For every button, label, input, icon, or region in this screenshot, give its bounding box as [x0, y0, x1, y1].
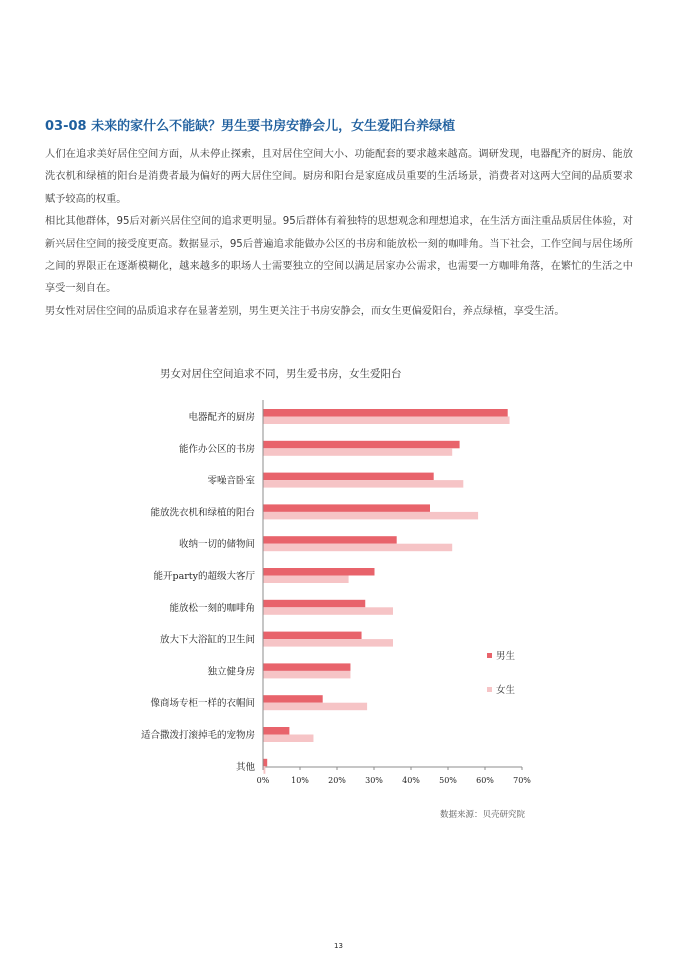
bar-female — [264, 512, 479, 520]
category-label: 独立健身房 — [207, 666, 255, 678]
category-label: 像商场专柜一样的衣帽间 — [150, 698, 255, 710]
section-title: 03-08 未来的家什么不能缺？男生要书房安静会儿，女生爱阳台养绿植 — [45, 119, 456, 134]
x-tick-label: 0% — [256, 776, 270, 785]
legend-label-male: 男生 — [496, 651, 516, 662]
bar-male — [264, 409, 508, 417]
bar-male — [264, 632, 362, 640]
bar-male — [264, 473, 434, 481]
page-number: 13 — [334, 942, 343, 950]
category-label: 适合撒泼打滚掉毛的宠物房 — [140, 730, 255, 741]
x-tick-label: 10% — [291, 776, 309, 785]
bar-male — [264, 695, 323, 703]
bar-female — [264, 671, 351, 679]
legend-swatch-male — [487, 653, 492, 658]
x-tick-label: 40% — [402, 776, 420, 785]
bar-female — [264, 607, 394, 615]
x-tick-label: 20% — [328, 776, 346, 785]
bar-male — [264, 727, 290, 735]
category-label: 收纳一切的储物间 — [178, 539, 255, 551]
bar-female — [264, 448, 453, 456]
category-label: 能开party的超级大客厅 — [153, 571, 255, 582]
x-tick-label: 50% — [439, 776, 457, 785]
category-label: 能作办公区的书房 — [178, 443, 255, 455]
chart-title: 男女对居住空间追求不同，男生爱书房，女生爱阳台 — [160, 368, 402, 380]
x-tick-label: 30% — [365, 776, 383, 785]
legend-label-female: 女生 — [496, 685, 516, 696]
category-label: 电器配齐的厨房 — [188, 412, 255, 423]
category-label: 零噪音卧室 — [207, 475, 255, 487]
bar-female — [264, 544, 453, 552]
x-tick-label: 60% — [476, 776, 494, 785]
paragraph-3: 男女性对居住空间的品质追求存在显著差别，男生更关注于书房安静会，而女生更偏爱阳台，养点绿植，享受生活。 — [45, 305, 565, 317]
category-label: 其他 — [235, 761, 255, 773]
bar-female — [264, 639, 394, 647]
bar-male — [264, 504, 431, 512]
bar-male — [264, 663, 351, 671]
data-source: 数据来源：贝壳研究院 — [440, 810, 526, 820]
category-label: 能放洗衣机和绿植的阳台 — [150, 507, 255, 519]
bar-male — [264, 568, 375, 576]
category-label: 放大下大浴缸的卫生间 — [159, 634, 255, 646]
category-label: 能放松一刻的咖啡角 — [169, 602, 255, 614]
bar-female — [264, 735, 314, 743]
legend-swatch-female — [487, 687, 492, 692]
paragraph-1: 人们在追求美好居住空间方面，从未停止探索，且对居住空间大小、功能配套的要求越来越高。调研发现，电器配齐的厨房、能放洗衣机和绿植的阳台是消费者最为偏好的两大居住空间。厨房和阳台是家庭成员重要的生活场景，消费者对这两大空间的品质要求赋予较高的权重。 — [45, 149, 633, 205]
bar-male — [264, 441, 460, 449]
bar-female — [264, 576, 349, 584]
bar-female — [264, 703, 368, 711]
bar-male — [264, 759, 268, 767]
bar-female — [264, 480, 464, 488]
bar-female — [264, 417, 510, 425]
paragraph-2: 相比其他群体，95后对新兴居住空间的追求更明显。95后群体有着独特的思想观念和理想追求，在生活方面注重品质居住体验，对新兴居住空间的接受度更高。数据显示，95后普遍追求能做办公区的书房和能放松一刻的咖啡角。当下社会，工作空间与居住场所之间的界限正在逐渐模糊化，越来越多的职场人士需要独立的空间以满足居家办公需求，也需要一方咖啡角落，在繁忙的生活之中享受一刻自在。 — [45, 216, 633, 295]
bar-male — [264, 536, 397, 544]
x-tick-label: 70% — [513, 776, 531, 785]
bar-female — [264, 766, 266, 774]
bar-male — [264, 600, 366, 608]
